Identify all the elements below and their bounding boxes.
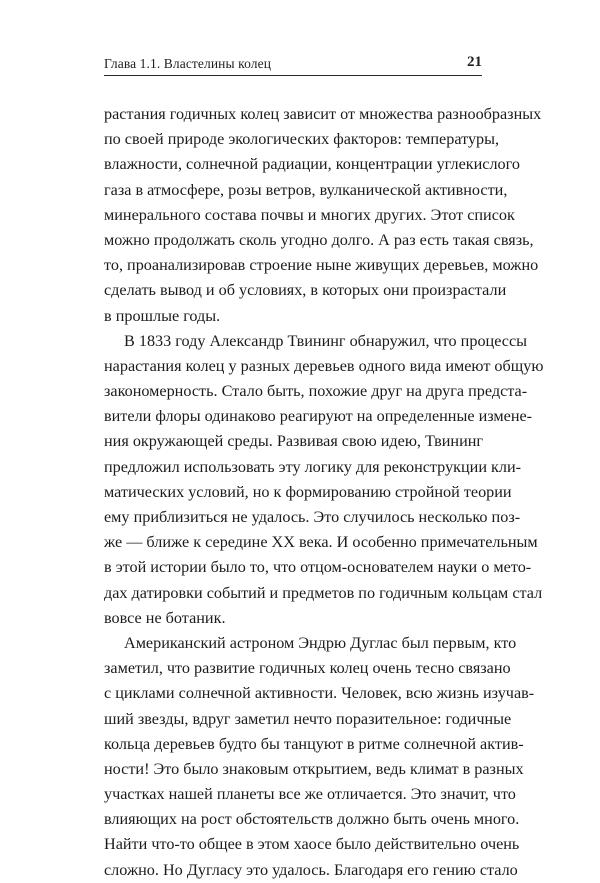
text-line: Найти что-то общее в этом хаосе было действительно очень — [104, 835, 520, 854]
text-line: влияющих на рост обстоятельств должно быть очень много. — [104, 810, 520, 829]
header-rule — [104, 75, 482, 76]
text-line: сложно. Но Дугласу это удалось. Благодаря его гению стало — [104, 860, 518, 879]
text-line: по своей природе экологических факторов: температуры, — [104, 130, 500, 149]
paragraph — [104, 102, 542, 329]
text-line: Американский астроном Эндрю Дуглас был первым, кто — [124, 633, 517, 652]
text-line: ния окружающей среды. Развивая свою идею, Твининг — [104, 432, 484, 451]
text-line: то, проанализировав строение ныне живущих деревьев, можно — [104, 256, 539, 275]
text-line: нарастания колец у разных деревьев одного вида имеют общую — [104, 356, 544, 375]
text-line: в прошлые годы. — [104, 306, 221, 325]
text-line: матических условий, но к формированию стройной теории — [104, 482, 512, 501]
text-line: закономерность. Стало быть, похожие друг на друга предста- — [104, 382, 528, 401]
text-line: кольца деревьев будто бы танцуют в ритме солнечной актив- — [104, 734, 524, 753]
page-number: 21 — [467, 54, 482, 70]
text-line: В 1833 году Александр Твининг обнаружил, что процессы — [124, 331, 528, 350]
text-line: участках нашей планеты все же отличается. Это значит, что — [104, 785, 516, 804]
text-line: влажности, солнечной радиации, концентрации углекислого — [104, 155, 520, 174]
paragraph — [104, 631, 535, 883]
text-line: ему приблизиться не удалось. Это случилось несколько поз- — [104, 508, 521, 526]
text-line: растания годичных колец зависит от множества разнообразных — [104, 105, 542, 123]
text-line: минерального состава почвы и многих других. Этот список — [104, 205, 515, 224]
text-line: газа в атмосфере, розы ветров, вулканической активности, — [104, 180, 508, 199]
text-line: можно продолжать сколь угодно долго. А раз есть такая связь, — [104, 230, 534, 249]
text-line: в этой истории было то, что отцом-основателем науки о мето- — [104, 558, 532, 577]
text-line: заметил, что развитие годичных колец очень тесно связано — [104, 659, 511, 678]
paragraph — [104, 329, 544, 631]
text-line: дах датировки событий и предметов по годичным кольцам стал — [104, 583, 543, 602]
body-text — [104, 102, 544, 883]
running-header — [104, 54, 482, 76]
text-line: ший звезды, вдруг заметил нечто поразительное: годичные — [104, 709, 512, 728]
text-line: вители флоры одинаково реагируют на определенные измене- — [104, 407, 533, 426]
text-line: с циклами солнечной активности. Человек, всю жизнь изучав- — [104, 684, 535, 703]
text-line: сделать вывод и об условиях, в которых они произрастали — [104, 281, 507, 300]
text-line: же — ближе к середине XX века. И особенно примечательным — [104, 533, 538, 552]
chapter-title: Глава 1.1. Властелины колец — [104, 56, 272, 71]
text-line: предложил использовать эту логику для реконструкции кли- — [104, 457, 522, 476]
text-line: вовсе не ботаник. — [104, 608, 226, 627]
text-line: ности! Это было знаковым открытием, ведь климат в разных — [104, 759, 524, 778]
